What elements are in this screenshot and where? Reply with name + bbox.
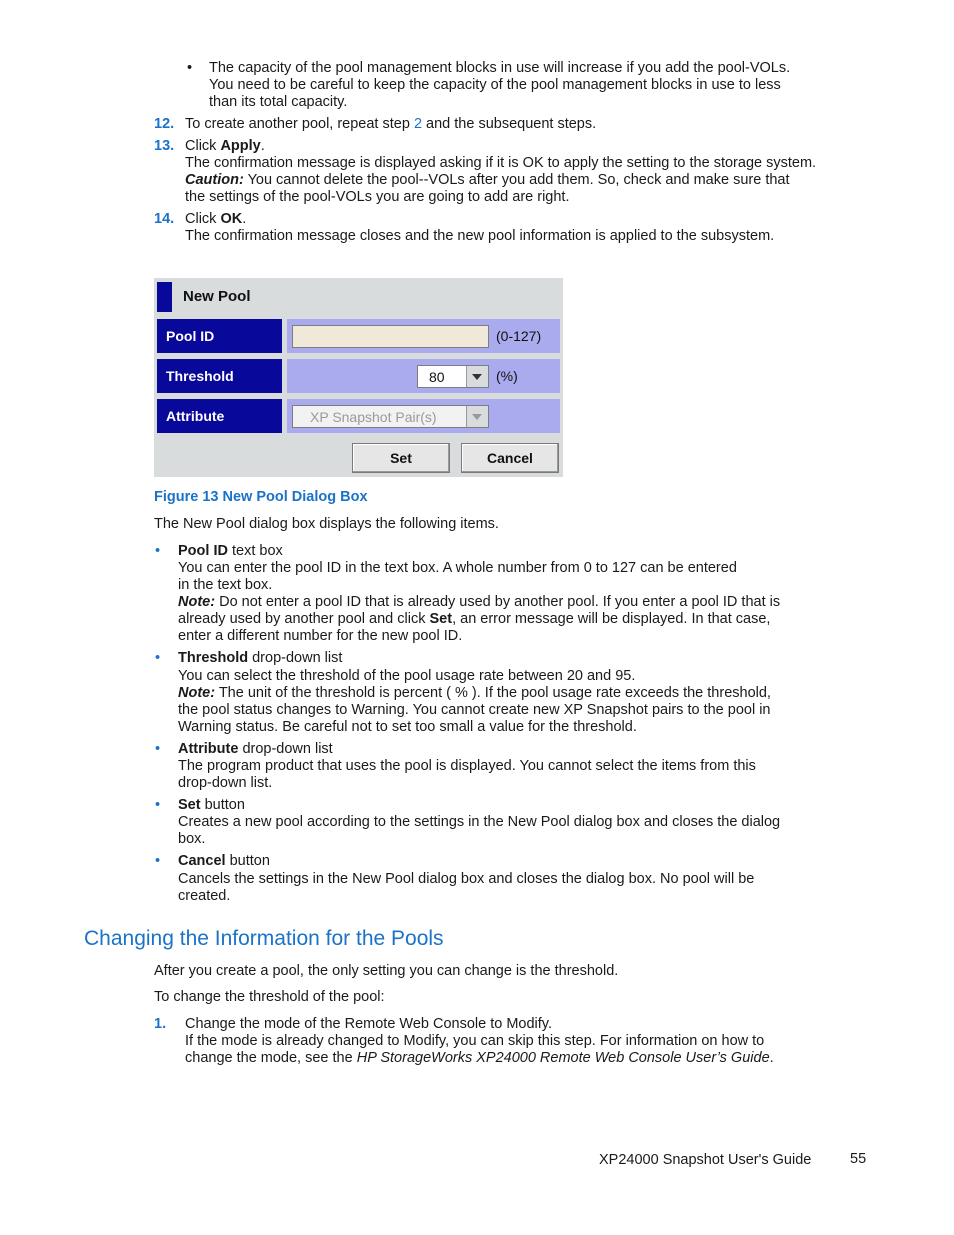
item-line: Creates a new pool according to the settings in the New Pool dialog box and closes the dialog: [178, 814, 781, 830]
set-button[interactable]: Set: [352, 443, 450, 473]
item-line: Cancels the settings in the New Pool dialog box and closes the dialog box. No pool will be: [178, 871, 755, 887]
item-line: You can enter the pool ID in the text box. A whole number from 0 to 127 can be entered: [178, 560, 737, 576]
item-title: Attribute drop-down list: [178, 741, 333, 757]
bullet-dot: •: [187, 60, 193, 76]
step-number: 1.: [154, 1016, 167, 1032]
bullet-dot: •: [155, 853, 161, 869]
note-line: the pool status changes to Warning. You cannot create new XP Snapshot pairs to the pool in: [178, 702, 771, 718]
item-title: Set button: [178, 797, 245, 813]
caution-line: Caution: You cannot delete the pool--VOLs after you add them. So, check and make sure that: [185, 172, 790, 188]
step-detail: The confirmation message is displayed asking if it is OK to apply the setting to the storage system.: [185, 155, 817, 171]
step-text: To create another pool, repeat step 2 and the subsequent steps.: [185, 116, 597, 132]
threshold-value: 80: [429, 369, 445, 385]
title-marker: [157, 282, 172, 312]
figure-caption: Figure 13 New Pool Dialog Box: [154, 489, 368, 505]
note-line: Note: Do not enter a pool ID that is already used by another pool. If you enter a pool ID that is: [178, 594, 781, 610]
attribute-cell: [287, 399, 560, 433]
step-number: 12.: [154, 116, 175, 132]
guide-title: HP StorageWorks XP24000 Remote Web Console User’s Guide: [356, 1050, 770, 1066]
step-detail: The confirmation message closes and the new pool information is applied to the subsystem.: [185, 228, 775, 244]
note-line: Note: The unit of the threshold is percent ( % ). If the pool usage rate exceeds the threshold,: [178, 685, 771, 701]
bullet-dot: •: [155, 797, 161, 813]
threshold-label: Threshold: [157, 359, 282, 393]
pool-id-label: Pool ID: [157, 319, 282, 353]
step-link[interactable]: 2: [413, 116, 423, 132]
bullet-line: The capacity of the pool management blocks in use will increase if you add the pool-VOLs.: [209, 60, 791, 76]
item-title: Cancel button: [178, 853, 270, 869]
note-line: enter a different number for the new pool ID.: [178, 628, 463, 644]
note-line: Warning status. Be careful not to set too small a value for the threshold.: [178, 719, 637, 735]
bullet-dot: •: [155, 650, 161, 666]
pool-id-input[interactable]: [292, 325, 489, 348]
step-detail: If the mode is already changed to Modify, you can skip this step. For information on how to: [185, 1033, 765, 1049]
item-line: in the text box.: [178, 577, 273, 593]
step-text: Change the mode of the Remote Web Console to Modify.: [185, 1016, 553, 1032]
bullet-dot: •: [155, 543, 161, 559]
section-paragraph: To change the threshold of the pool:: [154, 989, 385, 1005]
bullet-line: than its total capacity.: [209, 94, 348, 110]
item-line: box.: [178, 831, 206, 847]
step-text: Click Apply.: [185, 138, 265, 154]
attribute-label: Attribute: [157, 399, 282, 433]
bullet-dot: •: [155, 741, 161, 757]
bullet-line: You need to be careful to keep the capacity of the pool management blocks in use to less: [209, 77, 781, 93]
item-title: Threshold drop-down list: [178, 650, 343, 666]
chevron-down-icon: [466, 406, 488, 427]
step-number: 13.: [154, 138, 175, 154]
cancel-button[interactable]: Cancel: [461, 443, 559, 473]
footer-title: XP24000 Snapshot User's Guide: [599, 1152, 812, 1168]
chevron-down-icon[interactable]: [466, 366, 488, 387]
attribute-select: [292, 405, 489, 428]
section-heading: Changing the Information for the Pools: [84, 927, 444, 950]
item-title: Pool ID text box: [178, 543, 283, 559]
attribute-value: XP Snapshot Pair(s): [310, 409, 437, 425]
section-paragraph: After you create a pool, the only setting you can change is the threshold.: [154, 963, 619, 979]
caution-line: the settings of the pool-VOLs you are going to add are right.: [185, 189, 570, 205]
dialog-title: New Pool: [183, 288, 251, 305]
threshold-select[interactable]: [417, 365, 489, 388]
step-detail: change the mode, see the HP StorageWorks XP24000 Remote Web Console User’s Guide.: [185, 1050, 774, 1066]
step-number: 14.: [154, 211, 175, 227]
page-number: 55: [850, 1151, 867, 1167]
item-line: drop-down list.: [178, 775, 273, 791]
item-line: You can select the threshold of the pool usage rate between 20 and 95.: [178, 668, 636, 684]
pool-id-cell: [287, 319, 560, 353]
item-line: created.: [178, 888, 231, 904]
note-line: already used by another pool and click Set, an error message will be displayed. In that case,: [178, 611, 771, 627]
pool-id-range: (0-127): [496, 328, 542, 344]
threshold-unit: (%): [496, 368, 518, 384]
description: The New Pool dialog box displays the following items.: [154, 516, 499, 532]
new-pool-dialog: [154, 278, 563, 477]
step-text: Click OK.: [185, 211, 247, 227]
item-line: The program product that uses the pool is displayed. You cannot select the items from this: [178, 758, 756, 774]
threshold-cell: [287, 359, 560, 393]
